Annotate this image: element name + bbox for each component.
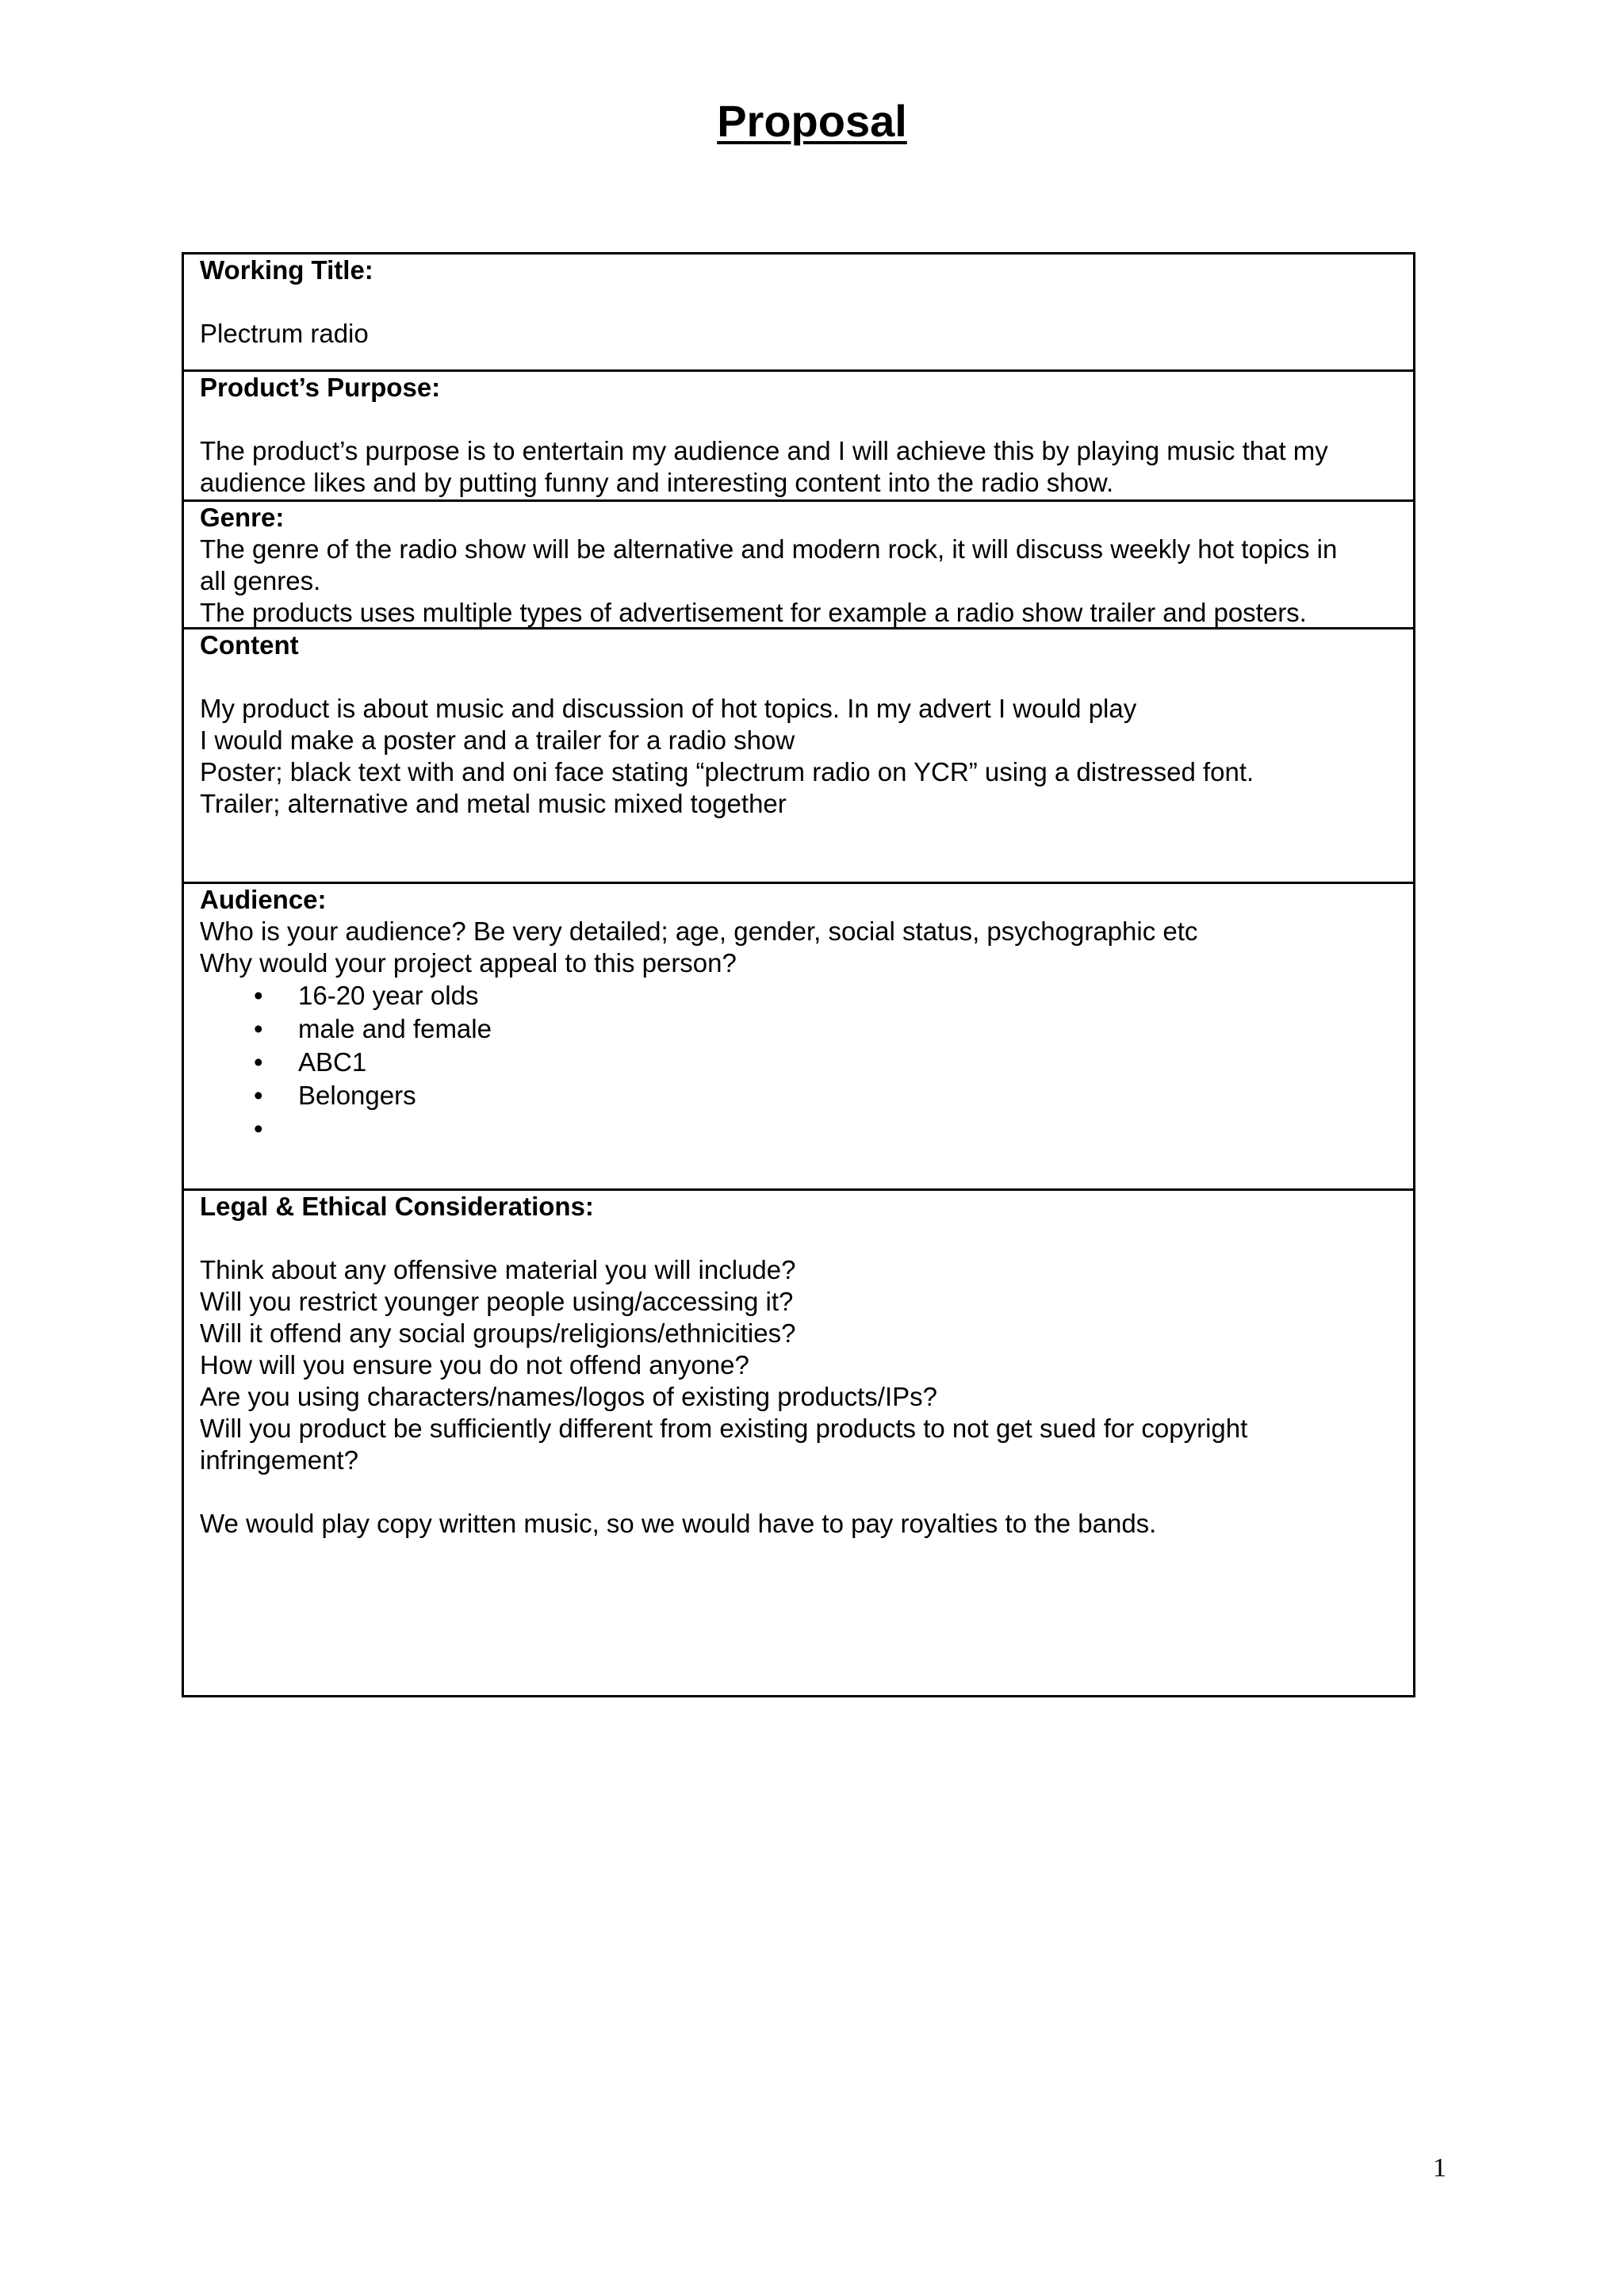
bullet-icon: • <box>254 1081 263 1110</box>
audience-bullet-list <box>200 979 1399 1146</box>
spacer <box>200 1476 1399 1508</box>
genre-line: The products uses multiple types of advertisement for example a radio show trailer and posters. <box>200 598 1307 627</box>
audience-heading: Audience: <box>200 885 327 914</box>
bullet-text: 16-20 year olds <box>298 981 479 1010</box>
legal-prompt: Will you product be sufficiently different from existing products to not get sued for copyright <box>200 1414 1248 1443</box>
purpose-line: audience likes and by putting funny and interesting content into the radio show. <box>200 468 1114 497</box>
legal-heading: Legal & Ethical Considerations: <box>200 1192 594 1221</box>
legal-section <box>184 1191 1413 1695</box>
content-line: My product is about music and discussion of hot topics. In my advert I would play <box>200 694 1137 723</box>
purpose-heading: Product’s Purpose: <box>200 373 441 402</box>
genre-line: The genre of the radio show will be alternative and modern rock, it will discuss weekly hot topics in <box>200 534 1338 564</box>
spacer <box>200 1223 1399 1254</box>
content-line: Trailer; alternative and metal music mixed together <box>200 789 787 818</box>
content-line: Poster; black text with and oni face stating “plectrum radio on YCR” using a distressed font. <box>200 757 1254 786</box>
content-line: I would make a poster and a trailer for a radio show <box>200 725 795 755</box>
proposal-table <box>182 252 1415 1697</box>
list-item <box>254 1012 1399 1046</box>
content-section <box>184 629 1413 884</box>
working-title-value: Plectrum radio <box>200 319 369 348</box>
bullet-icon: • <box>254 1014 263 1043</box>
legal-answer: We would play copy written music, so we would have to pay royalties to the bands. <box>200 1509 1157 1538</box>
bullet-text: male and female <box>298 1014 492 1043</box>
genre-line: all genres. <box>200 566 321 595</box>
spacer <box>200 286 1399 318</box>
bullet-text: ABC1 <box>298 1047 367 1077</box>
spacer <box>200 661 1399 693</box>
bullet-icon: • <box>254 1114 263 1143</box>
bullet-icon: • <box>254 1047 263 1077</box>
working-title-section <box>184 254 1413 372</box>
purpose-section <box>184 372 1413 502</box>
content-heading: Content <box>200 630 299 660</box>
legal-prompt: Will you restrict younger people using/accessing it? <box>200 1287 794 1316</box>
legal-prompt: How will you ensure you do not offend anyone? <box>200 1350 749 1380</box>
spacer <box>200 404 1399 435</box>
audience-prompt: Who is your audience? Be very detailed; age, gender, social status, psychographic etc <box>200 916 1198 946</box>
working-title-heading: Working Title: <box>200 255 373 285</box>
legal-prompt: infringement? <box>200 1445 358 1475</box>
list-item <box>254 1046 1399 1079</box>
page-number: 1 <box>1433 2153 1446 2183</box>
list-item <box>254 1079 1399 1112</box>
audience-prompt: Why would your project appeal to this person? <box>200 948 737 978</box>
audience-section <box>184 884 1413 1191</box>
purpose-line: The product’s purpose is to entertain my audience and I will achieve this by playing music that my <box>200 436 1328 465</box>
page-title: Proposal <box>717 96 907 146</box>
bullet-text: Belongers <box>298 1081 416 1110</box>
genre-section <box>184 502 1413 629</box>
genre-heading: Genre: <box>200 503 285 532</box>
legal-prompt: Think about any offensive material you will include? <box>200 1255 796 1284</box>
legal-prompt: Are you using characters/names/logos of existing products/IPs? <box>200 1382 937 1411</box>
legal-prompt: Will it offend any social groups/religions/ethnicities? <box>200 1318 796 1348</box>
bullet-icon: • <box>254 981 263 1010</box>
list-item <box>254 1112 1399 1146</box>
list-item <box>254 979 1399 1012</box>
